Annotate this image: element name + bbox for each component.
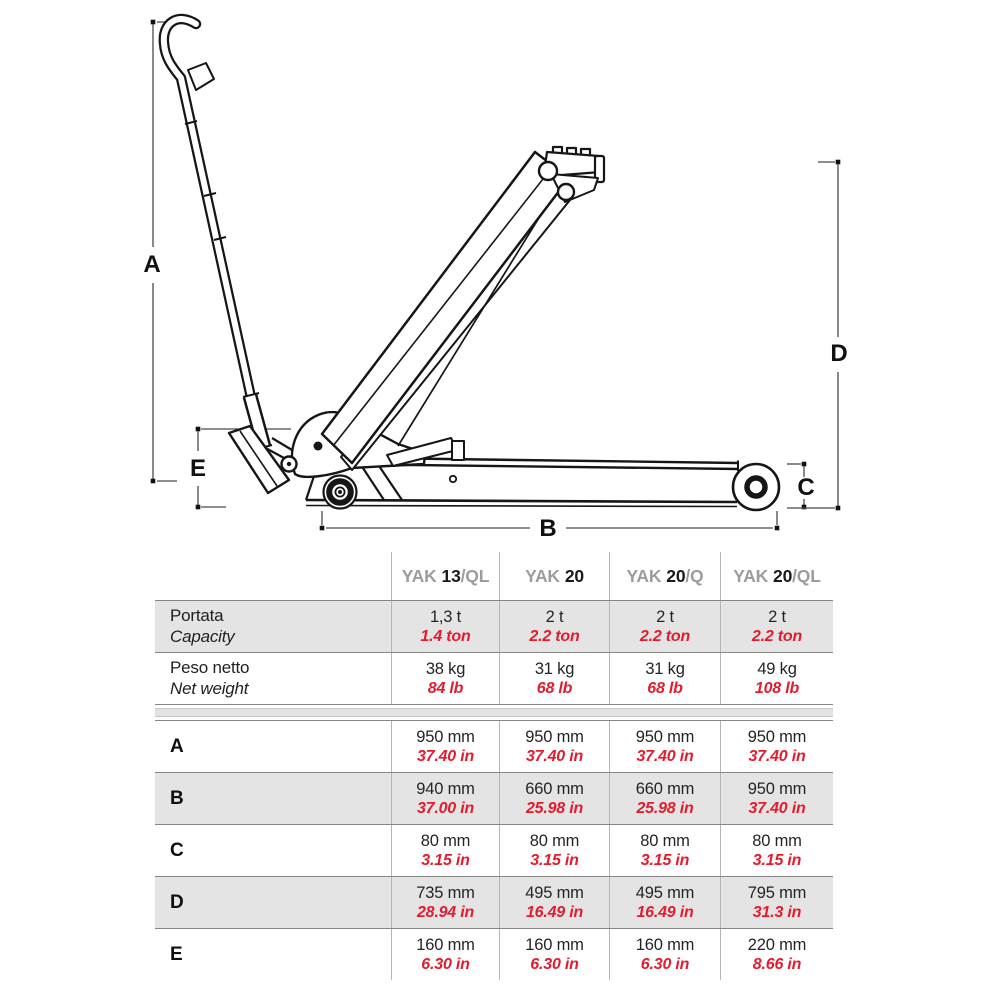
dimension-letter: E [170, 943, 183, 965]
dimension-rows [155, 720, 833, 980]
row-label-english: Capacity [170, 626, 235, 646]
table-cell [610, 601, 721, 652]
value-metric: 950 mm [525, 727, 584, 746]
table-cell [610, 877, 721, 928]
value-imperial: 37.40 in [636, 748, 694, 766]
capacity-weight-rows [155, 600, 833, 704]
table-row [155, 876, 833, 928]
value-metric: 2 t [656, 607, 674, 626]
value-imperial: 3.15 in [530, 852, 579, 870]
value-imperial: 37.40 in [525, 748, 584, 766]
value-imperial: 2.2 ton [529, 628, 580, 646]
column-header-yak13ql: YAK 13 /QL [392, 552, 500, 600]
dimension-letter: D [170, 891, 184, 913]
value-imperial: 37.40 in [416, 748, 475, 766]
table-cell [721, 773, 833, 824]
row-label [155, 601, 392, 652]
value-imperial: 16.49 in [525, 904, 584, 922]
value-metric: 160 mm [525, 935, 584, 954]
row-label-italian: Peso netto [170, 657, 250, 677]
table-cell [500, 721, 610, 772]
value-metric: 49 kg [757, 659, 797, 678]
value-metric: 950 mm [747, 779, 807, 798]
saddle-pin-lower [558, 184, 574, 200]
value-metric: 80 mm [752, 831, 802, 850]
value-metric: 2 t [545, 607, 564, 626]
chassis-bolt [450, 476, 456, 482]
table-row [155, 824, 833, 876]
value-imperial: 37.00 in [416, 800, 475, 818]
value-imperial: 3.15 in [640, 852, 690, 870]
dimension-a [143, 20, 181, 484]
value-metric: 950 mm [635, 727, 695, 746]
dimension-letter: B [170, 787, 184, 809]
front-wheel [324, 476, 357, 509]
table-cell [721, 721, 833, 772]
table-cell [392, 773, 500, 824]
table-cell [392, 653, 500, 704]
value-metric: 940 mm [416, 779, 475, 798]
value-metric: 80 mm [420, 831, 471, 850]
row-label [155, 773, 392, 824]
value-imperial: 8.66 in [752, 956, 802, 974]
table-cell [610, 773, 721, 824]
value-imperial: 6.30 in [530, 956, 579, 974]
dimension-b [320, 511, 780, 542]
value-metric: 795 mm [747, 883, 807, 902]
value-metric: 31 kg [645, 659, 685, 678]
table-cell [392, 929, 500, 980]
row-label [155, 825, 392, 876]
value-metric: 495 mm [525, 883, 584, 902]
value-metric: 660 mm [635, 779, 695, 798]
value-imperial: 31.3 in [752, 904, 802, 922]
value-imperial: 16.49 in [636, 904, 694, 922]
table-cell [610, 721, 721, 772]
table-row [155, 720, 833, 772]
table-cell [500, 653, 610, 704]
row-label [155, 929, 392, 980]
value-imperial: 25.98 in [636, 800, 694, 818]
value-imperial: 84 lb [427, 680, 464, 698]
value-imperial: 3.15 in [752, 852, 802, 870]
jack-drawing [164, 19, 779, 510]
table-cell [392, 825, 500, 876]
value-metric: 160 mm [416, 935, 475, 954]
spec-table [155, 552, 833, 980]
dimension-d [818, 160, 848, 511]
value-imperial: 6.30 in [421, 956, 470, 974]
table-cell [721, 877, 833, 928]
dimension-d-label: D [830, 340, 848, 367]
dimension-c-label: C [797, 474, 815, 501]
value-metric: 950 mm [747, 727, 807, 746]
value-imperial: 68 lb [647, 680, 683, 698]
table-cell [500, 773, 610, 824]
table-cell [392, 877, 500, 928]
table-row [155, 652, 833, 704]
value-metric: 1,3 t [429, 607, 462, 626]
dimension-b-label: B [539, 515, 557, 542]
pivot-bolt [314, 442, 323, 451]
table-cell [392, 721, 500, 772]
table-cell [500, 929, 610, 980]
handle [164, 19, 297, 471]
value-metric: 660 mm [525, 779, 584, 798]
row-label [155, 877, 392, 928]
value-imperial: 2.2 ton [639, 628, 691, 646]
value-imperial: 28.94 in [416, 904, 475, 922]
dimension-e-label: E [189, 455, 207, 482]
value-metric: 495 mm [635, 883, 695, 902]
table-row [155, 928, 833, 980]
value-imperial: 3.15 in [421, 852, 470, 870]
handle-latch [188, 63, 214, 90]
saddle-pin-upper [539, 162, 557, 180]
column-header-yak20ql: YAK 20 /QL [733, 565, 821, 586]
value-imperial: 68 lb [536, 680, 573, 698]
table-cell [392, 601, 500, 652]
table-cell [610, 653, 721, 704]
table-cell [721, 929, 833, 980]
dimension-a-label: A [143, 251, 161, 278]
table-cell [721, 601, 833, 652]
value-metric: 80 mm [529, 831, 580, 850]
table-row [155, 600, 833, 652]
table-cell [721, 653, 833, 704]
value-imperial: 2.2 ton [751, 628, 803, 646]
row-label [155, 721, 392, 772]
rear-wheel [733, 464, 779, 510]
header-spacer [155, 552, 392, 600]
value-metric: 38 kg [425, 659, 466, 678]
section-separator [155, 704, 833, 720]
value-imperial: 37.40 in [748, 748, 806, 766]
dimension-letter: C [170, 839, 184, 861]
value-metric: 950 mm [416, 727, 475, 746]
value-imperial: 1.4 ton [420, 628, 471, 646]
table-cell [610, 929, 721, 980]
value-metric: 735 mm [416, 883, 475, 902]
row-label [155, 653, 392, 704]
value-metric: 2 t [768, 607, 786, 626]
value-metric: 31 kg [534, 659, 575, 678]
column-header-yak20q: YAK 20 /Q [610, 552, 721, 600]
row-label-italian: Portata [170, 605, 224, 625]
table-header-row [155, 552, 833, 600]
dimension-c [787, 462, 835, 510]
table-cell [500, 601, 610, 652]
value-imperial: 6.30 in [640, 956, 690, 974]
value-metric: 80 mm [640, 831, 690, 850]
table-cell [610, 825, 721, 876]
value-imperial: 37.40 in [748, 800, 806, 818]
pedal-bracket [452, 441, 464, 460]
value-imperial: 108 lb [754, 680, 800, 698]
value-metric: 160 mm [635, 935, 695, 954]
value-metric: 220 mm [747, 935, 807, 954]
column-header-yak20: YAK 20 [500, 552, 610, 600]
lifting-arm [322, 152, 569, 463]
value-imperial: 25.98 in [525, 800, 584, 818]
table-cell [500, 877, 610, 928]
row-label-english: Net weight [170, 678, 249, 698]
table-cell [721, 825, 833, 876]
table-row [155, 772, 833, 824]
dimension-letter: A [170, 735, 184, 757]
table-cell [500, 825, 610, 876]
